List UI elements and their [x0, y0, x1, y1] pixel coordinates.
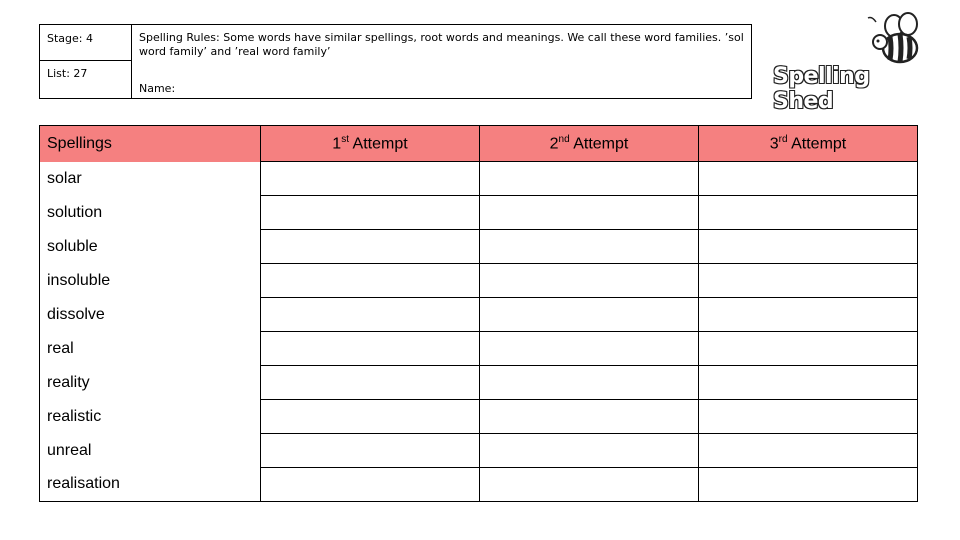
bee-icon: [862, 12, 932, 67]
attempt-2-cell[interactable]: [480, 434, 699, 468]
attempt-1-cell[interactable]: [261, 230, 480, 264]
spelling-table: [39, 125, 918, 502]
stage-list-column: [40, 25, 132, 98]
list-label: List: 27: [47, 67, 88, 80]
name-label: Name:: [139, 82, 176, 95]
attempt-3-cell[interactable]: [699, 298, 918, 332]
header-attempt-3: 3rd Attempt: [699, 126, 918, 162]
spelling-word: reality: [40, 366, 261, 400]
attempt-1-cell[interactable]: [261, 332, 480, 366]
attempt-3-cell[interactable]: [699, 264, 918, 298]
table-row: [40, 230, 918, 264]
attempt-1-cell[interactable]: [261, 196, 480, 230]
attempt-1-cell[interactable]: [261, 434, 480, 468]
spelling-word: realisation: [40, 468, 261, 502]
attempt-1-cell[interactable]: [261, 264, 480, 298]
table-row: [40, 400, 918, 434]
header-attempt-1: 1st Attempt: [261, 126, 480, 162]
attempt-1-cell[interactable]: [261, 400, 480, 434]
attempt-2-cell[interactable]: [480, 196, 699, 230]
table-row: [40, 434, 918, 468]
table-row: [40, 264, 918, 298]
attempt-2-cell[interactable]: [480, 468, 699, 502]
attempt-2-cell[interactable]: [480, 162, 699, 196]
table-row: [40, 366, 918, 400]
spelling-shed-logo: [770, 12, 932, 114]
spelling-word: realistic: [40, 400, 261, 434]
spelling-word: soluble: [40, 230, 261, 264]
attempt-3-cell[interactable]: [699, 162, 918, 196]
attempt-3-cell[interactable]: [699, 434, 918, 468]
attempt-1-cell[interactable]: [261, 162, 480, 196]
table-row: [40, 468, 918, 502]
spelling-rules-text: Spelling Rules: Some words have similar spellings, root words and meanings. We call these word families. ’sol word family’ and ’real word family’: [139, 31, 744, 58]
attempt-2-cell[interactable]: [480, 366, 699, 400]
attempt-2-cell[interactable]: [480, 264, 699, 298]
attempt-3-cell[interactable]: [699, 468, 918, 502]
table-header-row: [40, 126, 918, 162]
spelling-word: real: [40, 332, 261, 366]
stage-label: Stage: 4: [47, 32, 93, 45]
spelling-word: insoluble: [40, 264, 261, 298]
attempt-2-cell[interactable]: [480, 400, 699, 434]
attempt-3-cell[interactable]: [699, 196, 918, 230]
attempt-1-cell[interactable]: [261, 468, 480, 502]
table-row: [40, 332, 918, 366]
header-box: [39, 24, 752, 99]
attempt-2-cell[interactable]: [480, 230, 699, 264]
attempt-3-cell[interactable]: [699, 366, 918, 400]
spelling-word: solar: [40, 162, 261, 196]
header-attempt-2: 2nd Attempt: [480, 126, 699, 162]
attempt-1-cell[interactable]: [261, 366, 480, 400]
header-spellings: Spellings: [40, 126, 261, 162]
divider: [40, 60, 131, 61]
spelling-word: solution: [40, 196, 261, 230]
attempt-2-cell[interactable]: [480, 298, 699, 332]
attempt-1-cell[interactable]: [261, 298, 480, 332]
logo-text: Spelling Shed: [773, 64, 870, 114]
attempt-3-cell[interactable]: [699, 332, 918, 366]
attempt-2-cell[interactable]: [480, 332, 699, 366]
spelling-word: dissolve: [40, 298, 261, 332]
table-row: [40, 298, 918, 332]
attempt-3-cell[interactable]: [699, 400, 918, 434]
table-row: [40, 162, 918, 196]
table-row: [40, 196, 918, 230]
attempt-3-cell[interactable]: [699, 230, 918, 264]
spelling-word: unreal: [40, 434, 261, 468]
